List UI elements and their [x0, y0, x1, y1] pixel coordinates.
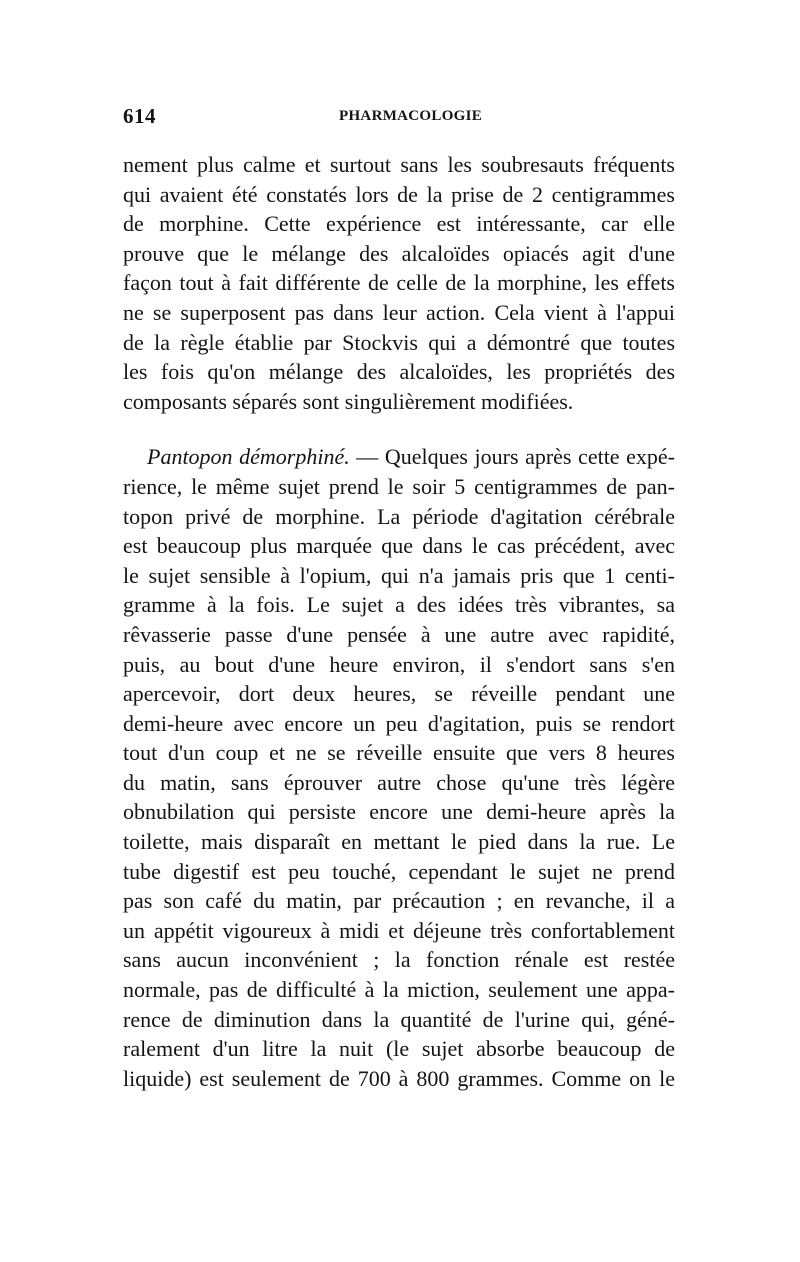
text-line: rience, le même sujet prend le soir 5 centigrammes de pan- — [123, 473, 675, 499]
text-line: tube digestif est peu touché, cependant le sujet ne prend — [123, 858, 675, 884]
text-line: topon privé de morphine. La période d'agitation cérébrale — [123, 503, 675, 529]
text-line: ralement d'un litre la nuit (le sujet absorbe beaucoup de — [123, 1036, 675, 1062]
text-line: rêvasserie passe d'une pensée à une autre avec rapidité, — [123, 621, 675, 647]
text-line: les fois qu'on mélange des alcaloïdes, les propriétés des — [123, 359, 675, 385]
section-lead-italic: Pantopon démorphiné. — [147, 444, 350, 470]
text-line: liquide) est seulement de 700 à 800 grammes. Comme on le — [123, 1065, 675, 1091]
running-head — [123, 104, 673, 130]
first-line-text: — Quelques jours après cette expé- — [349, 444, 675, 470]
text-line: de la règle établie par Stockvis qui a démontré que toutes — [123, 329, 675, 355]
text-line — [123, 442, 675, 472]
text-line: rence de diminution dans la quantité de l'urine qui, géné- — [123, 1006, 675, 1032]
text-line: du matin, sans éprouver autre chose qu'une très légère — [123, 769, 675, 795]
text-line: apercevoir, dort deux heures, se réveille pendant une — [123, 681, 675, 707]
text-line: puis, au bout d'une heure environ, il s'endort sans s'en — [123, 651, 675, 677]
text-line: composants séparés sont singulièrement modifiées. — [123, 388, 574, 414]
page-number: 614 — [123, 104, 156, 128]
text-line: tout d'un coup et ne se réveille ensuite que vers 8 heures — [123, 740, 675, 766]
text-line: prouve que le mélange des alcaloïdes opiacés agit d'une — [123, 240, 675, 266]
text-line: toilette, mais disparaît en mettant le pied dans la rue. Le — [123, 829, 675, 855]
text-line: demi-heure avec encore un peu d'agitation, puis se rendort — [123, 710, 675, 736]
text-line: ne se superposent pas dans leur action. Cela vient à l'appui — [123, 299, 675, 325]
text-line: est beaucoup plus marquée que dans le cas précédent, avec — [123, 533, 675, 559]
text-line: façon tout à fait différente de celle de la morphine, les effets — [123, 270, 675, 296]
running-title: PHARMACOLOGIE — [339, 108, 483, 124]
text-line: sans aucun inconvénient ; la fonction rénale est restée — [123, 947, 675, 973]
text-line: nement plus calme et surtout sans les soubresauts fréquents — [123, 152, 675, 177]
text-line: qui avaient été constatés lors de la prise de 2 centigrammes — [123, 181, 675, 207]
text-line: un appétit vigoureux à midi et déjeune très confortablement — [123, 917, 675, 943]
text-line: obnubilation qui persiste encore une demi-heure après la — [123, 799, 675, 825]
paragraph-2 — [123, 442, 675, 1093]
text-line: pas son café du matin, par précaution ; en revanche, il a — [123, 888, 675, 914]
text-line: normale, pas de difficulté à la miction, seulement une appa- — [123, 977, 675, 1003]
text-line: gramme à la fois. Le sujet a des idées très vibrantes, sa — [123, 592, 675, 618]
paragraph-1 — [123, 150, 675, 416]
text-line: le sujet sensible à l'opium, qui n'a jamais pris que 1 centi- — [123, 562, 675, 588]
text-line: de morphine. Cette expérience est intéressante, car elle — [123, 211, 675, 237]
body-text — [123, 150, 675, 1093]
